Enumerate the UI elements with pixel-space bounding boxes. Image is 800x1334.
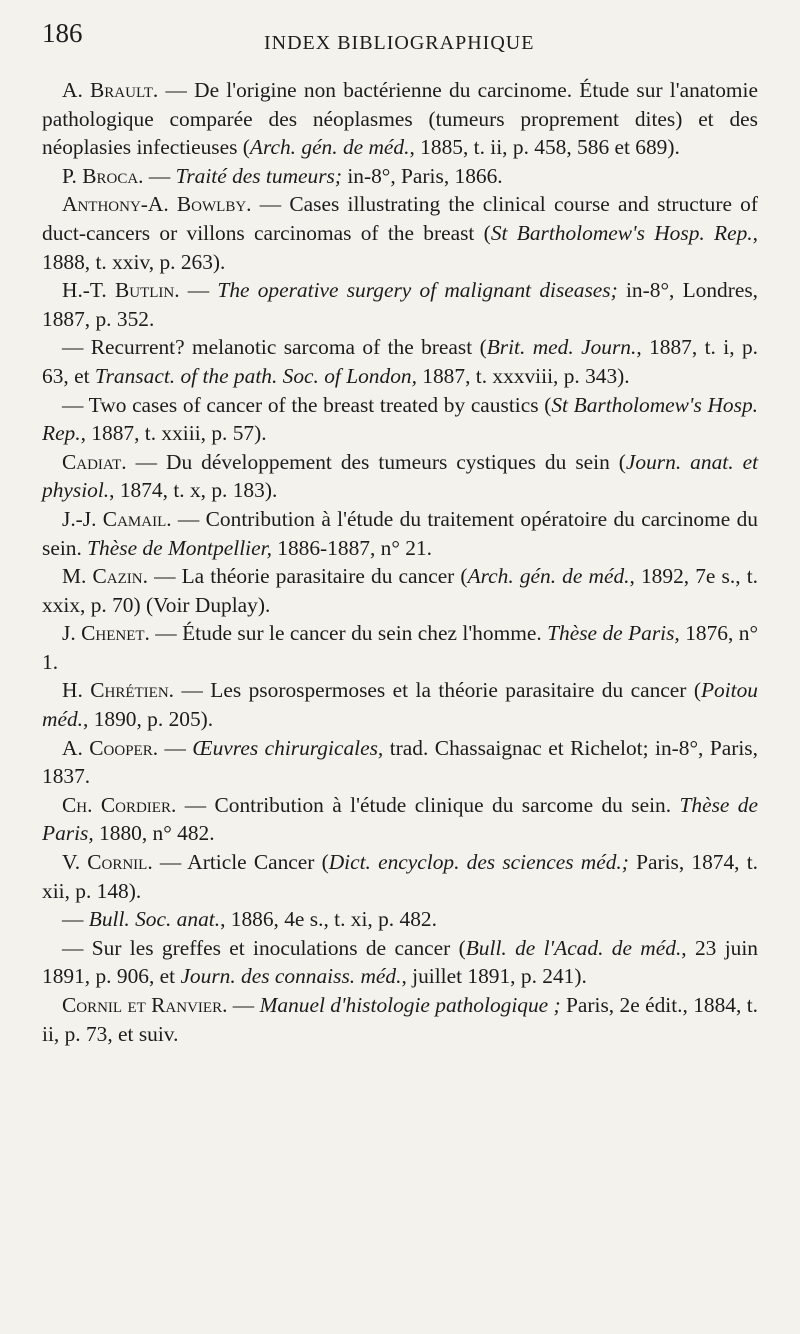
entry-text: — <box>143 163 176 188</box>
bibliography-entry <box>42 991 758 1048</box>
entry-author: P. Broca. <box>62 163 144 188</box>
entry-text: — Cases illustrating the clinical course and structure of duct-cancers or villons carcinomas of the breast ( <box>42 192 758 245</box>
bibliography-entry <box>42 391 758 448</box>
entry-rest: 1876, n° 1. <box>42 621 759 674</box>
entry-author: Anthony-A. Bowlby. <box>62 192 252 217</box>
entry-author: Cadiat. <box>62 449 127 474</box>
entry-rest: , 1887, t. xxiii, p. 57). <box>80 421 267 446</box>
page-header <box>42 18 760 58</box>
entry-rest: Paris, 2e édit., 1884, t. ii, p. 73, et suiv. <box>42 993 758 1046</box>
entry-title: Arch. gén. de méd. <box>467 564 630 589</box>
entry-rest: 1886-1887, n° 21. <box>271 535 432 560</box>
entry-author: J. Chenet. <box>62 621 150 646</box>
entry-author: J.-J. Camail. <box>62 506 172 531</box>
entry-text: — De l'origine non bactérienne du carcinome. Étude sur l'anatomie pathologique comparée des néoplasmes (tumeurs proprement dites) et des néoplasies infectieuses ( <box>42 78 758 160</box>
entry-text: — <box>158 735 193 760</box>
entry-text: — <box>179 278 218 303</box>
entry-rest-2: 1887, t. xxxviii, p. 343). <box>416 363 630 388</box>
entry-title: Œuvres chirurgicales, <box>192 735 384 760</box>
entry-text: — Contribution à l'étude du traitement opératoire du carcinome du sein. <box>42 506 758 560</box>
entry-title: St Bartholomew's Hosp. Rep. <box>490 220 753 245</box>
entry-title: Poitou méd. <box>42 678 759 732</box>
bibliography-entry <box>42 905 758 934</box>
entry-title: Bull. Soc. anat. <box>88 907 221 932</box>
entry-title: Traité des tumeurs; <box>175 163 342 188</box>
entry-title: Journ. anat. et physiol. <box>42 449 759 503</box>
entry-title: Dict. encyclop. des sciences méd.; <box>328 850 629 875</box>
bibliography-entry <box>42 934 758 991</box>
entry-rest: , 1885, t. ii, p. 458, 586 et 689). <box>409 135 680 160</box>
entry-text: — Article Cancer ( <box>152 850 329 875</box>
bibliography-entry <box>42 505 758 562</box>
entry-text: — Contribution à l'étude clinique du sarcome du sein. <box>176 792 680 817</box>
entry-title: Arch. gén. de méd. <box>249 135 410 160</box>
entry-author: H. Chrétien. <box>62 678 175 703</box>
entry-author: Ch. Cordier. <box>62 792 177 817</box>
entry-rest: in-8°, Londres, 1887, p. 352. <box>42 278 759 331</box>
bibliography-entry <box>42 619 758 676</box>
bibliography-entry <box>42 448 758 505</box>
entry-text: — <box>227 993 260 1017</box>
entry-text: — Étude sur le cancer du sein chez l'homme. <box>149 621 548 646</box>
entry-rest: , 1886, 4e s., t. xi, p. 482. <box>220 907 437 932</box>
running-title: INDEX BIBLIOGRAPHIQUE <box>264 32 535 54</box>
bibliography-entry <box>42 76 758 162</box>
entry-rest: , 23 juin 1891, p. 906, et <box>42 935 759 989</box>
bibliography-entry <box>42 333 758 390</box>
entry-text: — Du développement des tumeurs cystiques du sein ( <box>126 449 626 474</box>
entry-title: Thèse de Montpellier, <box>87 535 272 560</box>
bibliography-list <box>42 76 758 1048</box>
entry-rest: , 1874, t. x, p. 183). <box>109 478 278 503</box>
entry-author: A. Cooper. <box>62 735 159 760</box>
entry-title: Thèse de Paris, <box>42 792 758 846</box>
entry-text: — Two cases of cancer of the breast treated by caustics ( <box>62 392 552 417</box>
entry-rest: 1880, n° 482. <box>93 821 215 846</box>
bibliography-entry <box>42 848 758 905</box>
bibliography-entry <box>42 190 758 276</box>
entry-title: The operative surgery of malignant diseases; <box>217 278 618 303</box>
entry-title: Bull. de l'Acad. de méd. <box>465 935 682 960</box>
entry-text: — Les psorospermoses et la théorie parasitaire du cancer ( <box>174 678 701 703</box>
entry-rest: , 1888, t. xxiv, p. 263). <box>42 220 759 274</box>
entry-text: — La théorie parasitaire du cancer ( <box>147 564 468 589</box>
entry-rest: , 1887, t. i, p. 63, et <box>42 335 758 388</box>
entry-author: V. Cornil. <box>62 850 153 875</box>
entry-title: Thèse de Paris, <box>547 621 680 646</box>
entry-author: A. Brault. <box>62 78 159 102</box>
bibliography-entry <box>42 791 758 848</box>
bibliography-entry <box>42 676 758 733</box>
entry-text: — Sur les greffes et inoculations de cancer ( <box>62 935 466 960</box>
entry-title-2: Transact. of the path. Soc. of London, <box>94 363 417 388</box>
entry-author: H.-T. Butlin. <box>62 278 180 303</box>
entry-rest: in-8°, Paris, 1866. <box>341 163 503 188</box>
entry-rest: , 1890, p. 205). <box>83 707 214 732</box>
entry-rest: Paris, 1874, t. xii, p. 148). <box>42 850 759 903</box>
entry-title: St Bartholomew's Hosp. Rep. <box>42 392 758 446</box>
entry-title-2: Journ. des connaiss. méd. <box>180 964 402 989</box>
page-number: 186 <box>42 18 83 48</box>
entry-rest: trad. Chassaignac et Richelot; in-8°, Paris, 1837. <box>42 735 758 789</box>
entry-author: Cornil et Ranvier. <box>62 993 228 1017</box>
entry-title: Manuel d'histologie pathologique ; <box>259 993 561 1017</box>
bibliography-entry <box>42 562 758 619</box>
bibliography-entry <box>42 734 758 791</box>
entry-author: M. Cazin. <box>62 564 148 589</box>
entry-rest: , 1892, 7e s., t. xxix, p. 70) (Voir Duplay). <box>42 564 758 617</box>
bibliography-entry <box>42 162 758 191</box>
entry-text: — <box>62 907 89 932</box>
bibliography-entry <box>42 276 758 333</box>
entry-text: — Recurrent? melanotic sarcoma of the breast ( <box>62 335 487 360</box>
entry-title: Brit. med. Journ. <box>486 335 637 360</box>
entry-rest-2: , juillet 1891, p. 241). <box>401 964 587 989</box>
